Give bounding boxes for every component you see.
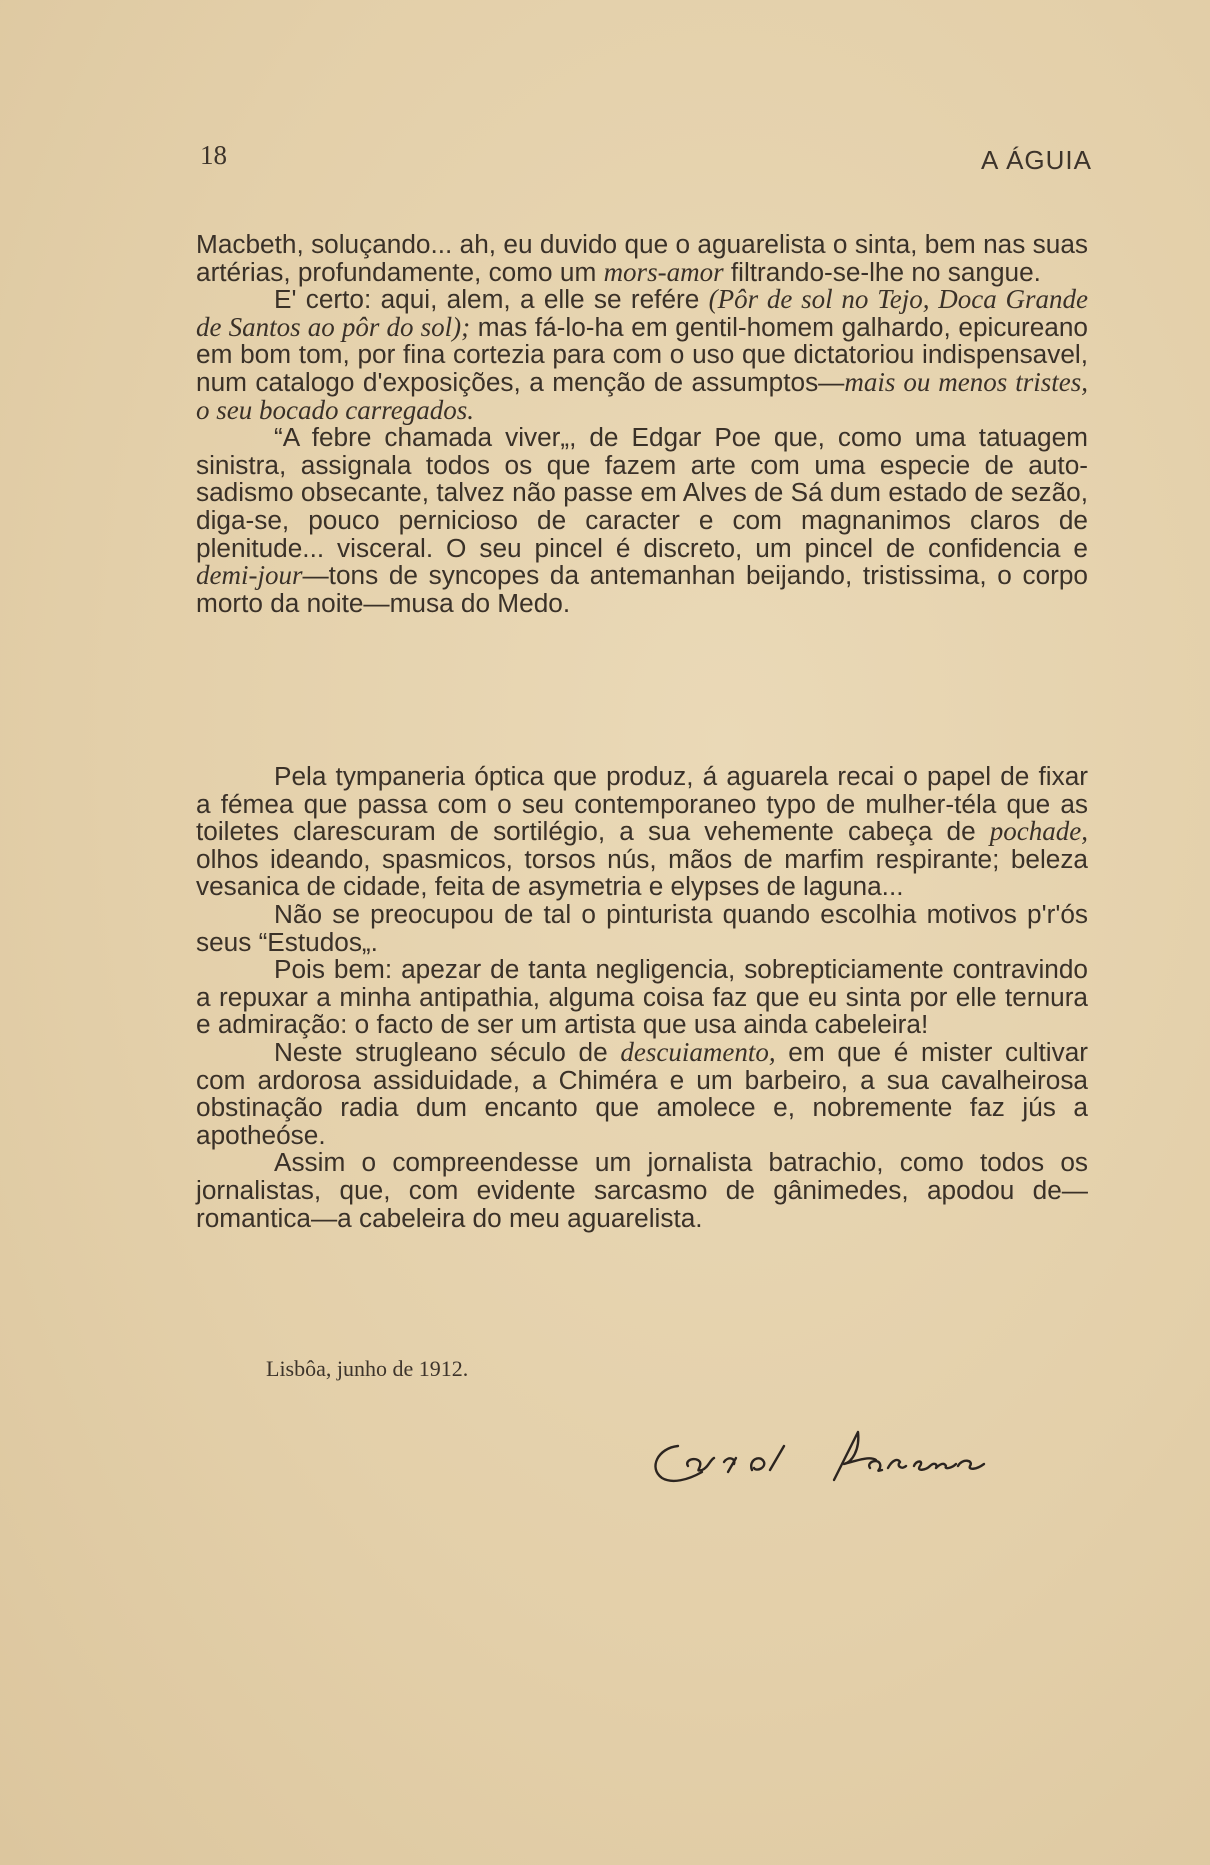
text-run: mas fá-lo-ha em gentil-homem galhardo, epicureano em bom tom, por fina cortezia para com o uso que dictatoriou indispensavel, num catalogo d'exposições, a menção de assumptos— <box>196 311 1088 397</box>
paragraph <box>196 763 1088 901</box>
italic-run: descuiamento, <box>620 1036 776 1067</box>
paragraph <box>196 231 1088 286</box>
text-run: Macbeth, soluçando... ah, eu duvido que o aguarelista o sinta, bem nas suas artérias, profundamente, como um <box>196 229 1088 287</box>
text-run: Pela tympaneria óptica que produz, á aguarela recai o papel de fixar a fémea que passa com o seu contemporaneo typo de mulher-téla que as toiletes clarescuram de sortilégio, a sua vehemente cabeça de <box>196 761 1088 847</box>
paragraph: Pois bem: apezar de tanta negligencia, sobrepticiamente contravindo a repuxar a minha antipathia, alguma coisa faz que eu sinta por elle ternura e admiração: o facto de ser um artista que usa ainda cabeleira! <box>196 954 1088 1040</box>
text-run: em que é mister cultivar com ardorosa assiduidade, a Chiméra e um barbeiro, a sua cavalheirosa obstinação radia dum encanto que amolece e, nobremente faz jús a apotheóse. <box>196 1036 1089 1150</box>
page-number: 18 <box>200 140 227 170</box>
paragraph <box>196 1036 1089 1150</box>
dateline: Lisbôa, junho de 1912. <box>266 1356 469 1381</box>
text-run: —tons de syncopes da antemanhan beijando, tristissima, o corpo morto da noite—musa do Medo. <box>196 560 1088 618</box>
italic-run: (Pôr de sol no Tejo, Doca Grande de Santos ao pôr do sol); <box>196 284 1088 342</box>
text-run: olhos ideando, spasmicos, torsos nús, mãos de marfim respirante; beleza vesanica de cidade, feita de asymetria e elypses de laguna... <box>196 843 1088 902</box>
text-run: filtrando-se-lhe no sangue. <box>723 256 1041 287</box>
paragraph <box>196 286 1088 424</box>
italic-run: mais ou menos tristes, o seu bocado carregados. <box>196 366 1088 425</box>
italic-run: pochade, <box>989 816 1088 847</box>
paragraph <box>196 424 1088 617</box>
text-block-1 <box>196 231 1088 617</box>
text-run: E' certo: aqui, alem, a elle se refére <box>274 284 709 315</box>
paragraph: Assim o compreendesse um jornalista batrachio, como todos os jornalistas, que, com evidente sarcasmo de gânimedes, apodou de—romantica—a cabeleira do meu aguarelista. <box>196 1147 1088 1233</box>
running-head: A ÁGUIA <box>980 145 1092 175</box>
italic-run: demi-jour <box>196 560 303 591</box>
italic-run: mors-amor <box>603 256 724 287</box>
text-run: “A febre chamada viver„, de Edgar Poe que, como uma tatuagem sinistra, assignala todos os que fazem arte com uma especie de auto-sadismo obsecante, talvez não passe em Alves de Sá dum estado de sezão, diga-se, pouco pernicioso de caracter e com magnanimos claros de plenitude... visceral. O seu pincel é discreto, um pincel de confidencia e <box>196 422 1088 563</box>
signature <box>644 1410 1044 1490</box>
text-run: Neste strugleano século de <box>274 1036 621 1067</box>
paragraph: Não se preocupou de tal o pinturista quando escolhia motivos p'r'ós seus “Estudos„. <box>196 898 1088 957</box>
text-block-2 <box>196 763 1088 1232</box>
